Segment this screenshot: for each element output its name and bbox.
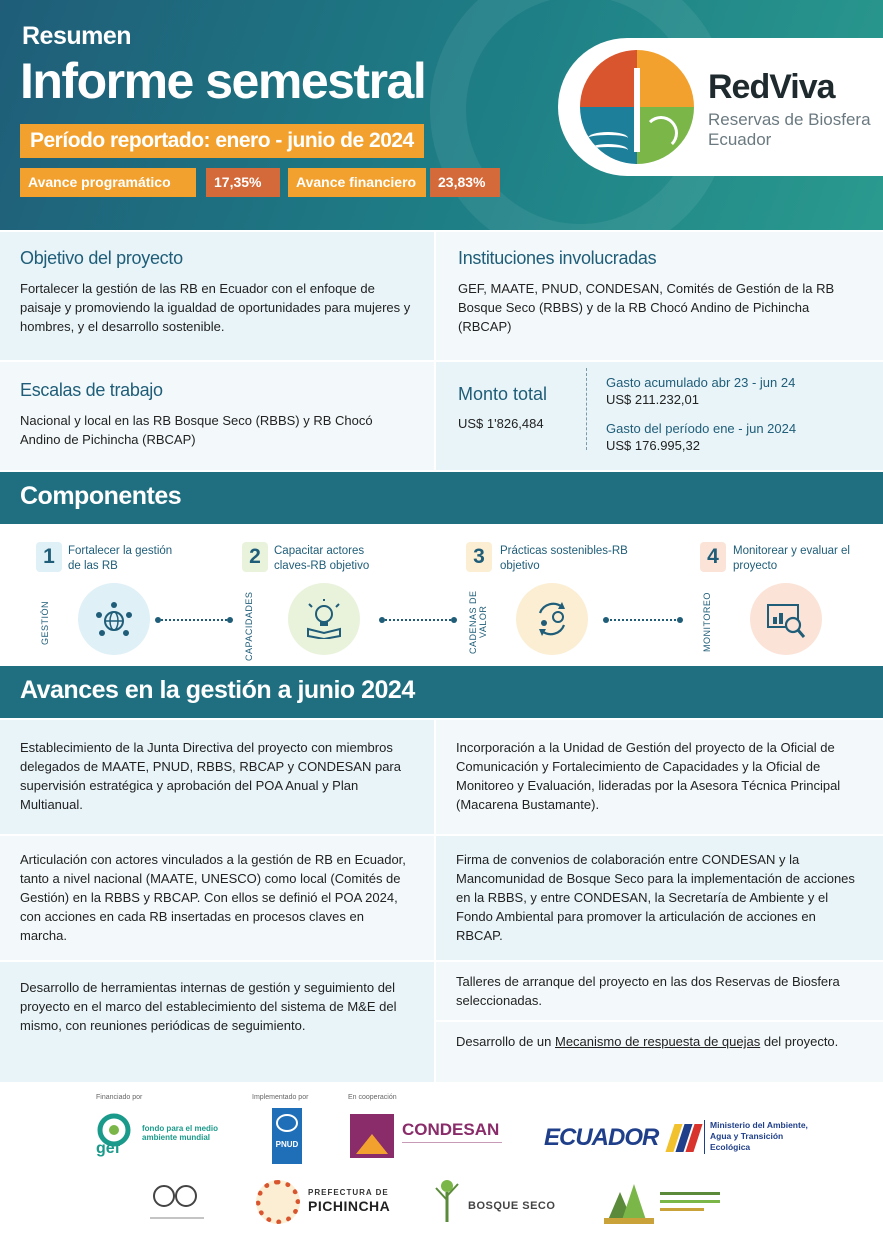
avance-item-6: Talleres de arranque del proyecto en las dos Reservas de Biosfera seleccionadas.	[436, 962, 883, 1020]
page-title: Informe semestral	[20, 53, 426, 109]
gasto-periodo: Gasto del período ene - jun 2024 US$ 176.995,32	[606, 421, 797, 453]
caption-cooperacion: En cooperación	[348, 1094, 397, 1101]
avances-title: Avances en la gestión a junio 2024	[20, 676, 415, 704]
componentes-header	[0, 472, 883, 524]
undp-logo: PNUD	[272, 1108, 302, 1164]
progress-value-financiero: 23,83%	[430, 168, 500, 197]
avance-item-4: Firma de convenios de colaboración entre CONDESAN y la Mancomunidad de Bosque Seco para la implementación de acciones en la RBBS, y entre CONDESAN, la Secretaría de Ambiente y el Fondo Ambiental para promover la articulación de acciones en RBCAP.	[436, 836, 883, 960]
progress-label-programatico: Avance programático	[20, 168, 196, 197]
header-banner	[0, 0, 883, 230]
period-banner: Período reportado: enero - junio de 2024	[20, 124, 424, 158]
redviva-logo-icon	[580, 50, 694, 164]
money-cycle-icon	[516, 583, 588, 655]
escalas-section	[0, 362, 434, 470]
component-vertical-4: MONITOREO	[702, 592, 712, 652]
component-number-2: 2	[242, 542, 268, 572]
redviva-logo-card	[558, 38, 883, 176]
componentes-title: Componentes	[20, 482, 182, 510]
pichincha-logo: PREFECTURA DE PICHINCHA	[256, 1180, 396, 1226]
component-text-3: Prácticas sostenibles-RB objetivo	[500, 545, 628, 572]
bosque-seco-logo: BOSQUE SECO	[432, 1178, 572, 1226]
people-globe-icon	[78, 583, 150, 655]
logo-name: RedViva	[708, 68, 835, 106]
header-kicker: Resumen	[22, 22, 132, 50]
avance-item-1: Establecimiento de la Junta Directiva del proyecto con miembros delegados de MAATE, PNUD, RBBS, RBCAP y CONDESAN para supervisión estratégica y aprobación del POA Anual y Plan Multianual.	[0, 720, 434, 834]
connector-3-4	[606, 619, 680, 621]
monto-divider	[586, 368, 587, 450]
chart-magnifier-icon	[750, 583, 822, 655]
monto-title: Monto total	[458, 384, 548, 404]
connector-1-2	[158, 619, 230, 621]
component-text-4: Monitorear y evaluar el proyecto	[733, 545, 850, 572]
avance-item-2: Incorporación a la Unidad de Gestión del proyecto de la Oficial de Comunicación y Fortalecimiento de Capacidades y la Oficial de Monitoreo y Evaluación, lideradas por la Asesora Técnica Principal (Macarena Bustamante).	[436, 720, 883, 834]
component-vertical-2: CAPACIDADES	[244, 591, 254, 661]
lightbulb-book-icon	[288, 583, 360, 655]
connector-2-3	[382, 619, 454, 621]
gasto-acumulado-value: US$ 211.232,01	[606, 392, 699, 407]
component-number-4: 4	[700, 542, 726, 572]
component-number-3: 3	[466, 542, 492, 572]
instituciones-section	[436, 232, 883, 360]
escalas-text: Nacional y local en las RB Bosque Seco (RBBS) y RB Chocó Andino de Pichincha (RBCAP)	[20, 413, 373, 447]
component-text-2: Capacitar actores claves-RB objetivo	[274, 545, 370, 572]
objetivo-title: Objetivo del proyecto	[20, 248, 183, 268]
gef-logo: gef fondo para el medio ambiente mundial	[94, 1112, 230, 1162]
footer-logos	[0, 1082, 883, 1249]
logo-subtitle: Reservas de Biosfera Ecuador	[708, 110, 871, 149]
gasto-acumulado: Gasto acumulado abr 23 - jun 24 US$ 211.232,01	[606, 375, 796, 407]
progress-label-financiero: Avance financiero	[288, 168, 426, 197]
component-text-1: Fortalecer la gestión de las RB	[68, 545, 173, 572]
objetivo-section	[0, 232, 434, 360]
avance-item-7: Desarrollo de un Mecanismo de respuesta de quejas del proyecto.	[436, 1022, 883, 1082]
instituciones-title: Instituciones involucradas	[458, 248, 657, 268]
avance-item-3: Articulación con actores vinculados a la gestión de RB en Ecuador, tanto a nivel nacional (MAATE, UNESCO) como local (Comités de Gestión) en la RBBS y RBCAP. Con ellos se definió el POA 2024, con acciones en cada RB insertadas en procesos claves en marcha.	[0, 836, 434, 960]
monto-section	[436, 362, 883, 470]
caption-financiado: Financiado por	[96, 1094, 143, 1101]
caption-implementado: Implementado por	[252, 1094, 309, 1101]
instituciones-text: GEF, MAATE, PNUD, CONDESAN, Comités de Gestión de la RB Bosque Seco (RBBS) y de la RB Chocó Andino de Pichincha (RBCAP)	[458, 281, 835, 334]
ecuador-ministry-logo: ECUADOR Ministerio del Ambiente, Agua y Transición Ecológica	[544, 1120, 808, 1152]
component-number-1: 1	[36, 542, 62, 572]
avances-header	[0, 666, 883, 718]
progress-value-programatico: 17,35%	[206, 168, 280, 197]
escalas-title: Escalas de trabajo	[20, 380, 163, 400]
avance-item-5: Desarrollo de herramientas internas de gestión y seguimiento del proyecto en el marco del establecimiento del sistema de M&E del mismo, con reuniones periódicas de seguimiento.	[0, 962, 434, 1082]
chocó-andino-logo	[604, 1178, 724, 1226]
quejas-link[interactable]: Mecanismo de respuesta de quejas	[555, 1034, 761, 1049]
monto-value: US$ 1'826,484	[458, 416, 544, 431]
component-vertical-3: CADENAS DE VALOR	[468, 590, 488, 654]
condesan-logo: CONDESAN	[350, 1114, 506, 1160]
mancomunidad-logo	[146, 1180, 208, 1226]
component-vertical-1: GESTIÓN	[40, 601, 50, 646]
objetivo-text: Fortalecer la gestión de las RB en Ecuador con el enfoque de paisaje y promoviendo la igualdad de oportunidades para mujeres y hombres, y el desarrollo sostenible.	[20, 281, 411, 334]
gasto-periodo-value: US$ 176.995,32	[606, 438, 700, 453]
